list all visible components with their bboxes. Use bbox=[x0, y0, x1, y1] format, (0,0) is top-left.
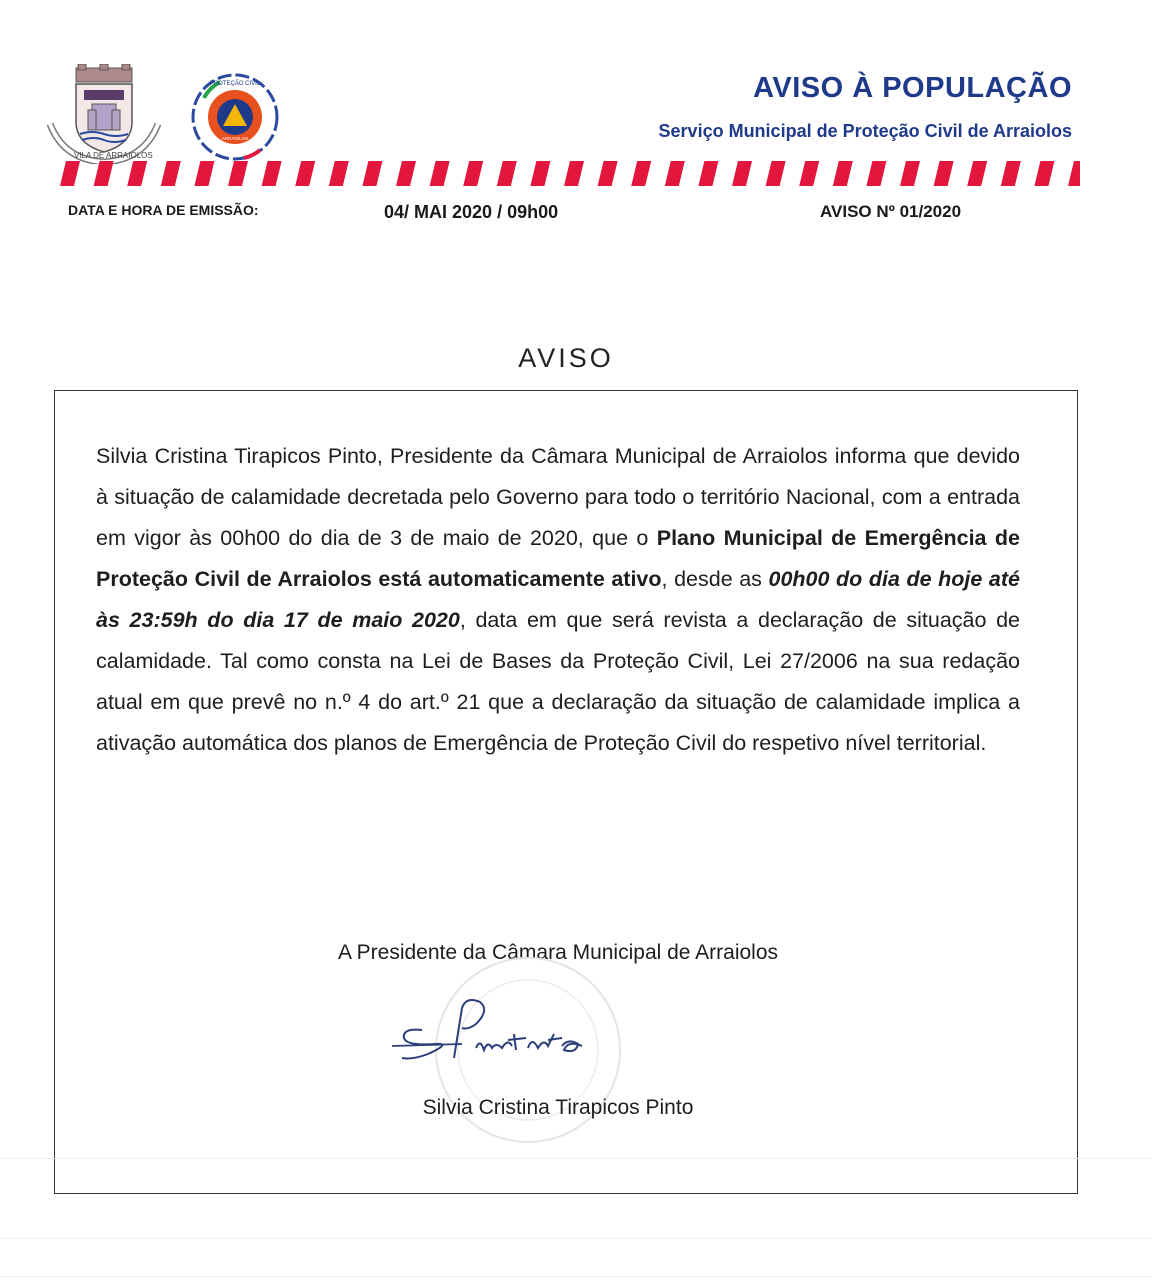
body-bold-plan: Plano Municipal de Emergência de Proteção Civil de Arraiolos está automaticamente ativo bbox=[96, 526, 1020, 591]
hazard-stripe bbox=[564, 161, 584, 186]
body-text-part-3: , data em que será revista a declaração de situação de calamidade. Tal como consta na Lei de Bases da Proteção Civil, Lei 27/2006 na sua redação atual em que prevê no n.º 4 do art.º 21 que a declaração da situação de calamidade implica a ativação automática dos planos de Emergência de Proteção Civil do respetivo nível territorial. bbox=[96, 608, 1020, 755]
hazard-stripe bbox=[463, 161, 483, 186]
hazard-stripe-band bbox=[56, 160, 1080, 188]
hazard-stripe bbox=[766, 161, 786, 186]
page-title: AVISO À POPULAÇÃO bbox=[753, 72, 1072, 104]
body-text-part-1: Silvia Cristina Tirapicos Pinto, Presidente da Câmara Municipal de Arraiolos informa que devido à situação de calamidade decretada pelo Governo para todo o território Nacional, com a entrada em vigor às 00h00 do dia de 3 de maio de 2020, que o bbox=[96, 444, 1020, 550]
logo-text: PROTEÇÃO CIVIL bbox=[209, 81, 261, 87]
hazard-stripe bbox=[900, 161, 920, 186]
hazard-stripe bbox=[530, 161, 550, 186]
document-heading: AVISO bbox=[518, 343, 614, 373]
protecao-civil-logo bbox=[190, 72, 280, 162]
hazard-stripe bbox=[362, 161, 382, 186]
hazard-stripe bbox=[228, 161, 248, 186]
handwritten-signature bbox=[392, 988, 612, 1078]
hazard-stripe bbox=[396, 161, 416, 186]
page-subtitle: Serviço Municipal de Proteção Civil de Arraiolos bbox=[658, 121, 1072, 141]
notice-body-text bbox=[96, 436, 1020, 764]
scan-artifact-line bbox=[0, 1238, 1152, 1239]
signer-name: Silvia Cristina Tirapicos Pinto bbox=[422, 1096, 694, 1119]
hazard-stripe bbox=[833, 161, 853, 186]
closing-line: A Presidente da Câmara Municipal de Arraiolos bbox=[337, 941, 779, 964]
hazard-stripe bbox=[161, 161, 181, 186]
hazard-stripe bbox=[262, 161, 282, 186]
crest-ribbon-text: VILA DE ARRAIOLOS bbox=[74, 151, 153, 160]
hazard-stripe bbox=[866, 161, 886, 186]
issue-datetime-label: DATA E HORA DE EMISSÃO: bbox=[68, 202, 259, 218]
municipal-crest-logo bbox=[44, 64, 164, 164]
hazard-stripe bbox=[934, 161, 954, 186]
body-bold-italic-period: 00h00 do dia de hoje até às 23:59h do dia 17 de maio 2020 bbox=[96, 567, 1020, 632]
hazard-stripe bbox=[497, 161, 517, 186]
notice-number: AVISO Nº 01/2020 bbox=[820, 202, 962, 221]
hazard-stripe bbox=[94, 161, 114, 186]
hazard-stripe bbox=[698, 161, 718, 186]
hazard-stripe bbox=[631, 161, 651, 186]
hazard-stripe bbox=[967, 161, 987, 186]
hazard-stripe bbox=[1034, 161, 1054, 186]
hazard-stripe bbox=[732, 161, 752, 186]
hazard-stripe bbox=[329, 161, 349, 186]
hazard-stripe bbox=[799, 161, 819, 186]
hazard-stripe bbox=[60, 161, 80, 186]
body-text-part-2: , desde as bbox=[661, 567, 769, 591]
hazard-stripe bbox=[1068, 161, 1080, 186]
scan-artifact-line bbox=[0, 1276, 1152, 1277]
hazard-stripe bbox=[1001, 161, 1021, 186]
hazard-stripe bbox=[665, 161, 685, 186]
hazard-stripe bbox=[295, 161, 315, 186]
hazard-stripe bbox=[430, 161, 450, 186]
hazard-stripe bbox=[598, 161, 618, 186]
scan-artifact-line bbox=[0, 1158, 1152, 1159]
hazard-stripe bbox=[127, 161, 147, 186]
issue-datetime-value: 04/ MAI 2020 / 09h00 bbox=[384, 202, 559, 222]
hazard-stripe bbox=[194, 161, 214, 186]
logo-subtext: ARRAIOLOS bbox=[221, 136, 249, 141]
